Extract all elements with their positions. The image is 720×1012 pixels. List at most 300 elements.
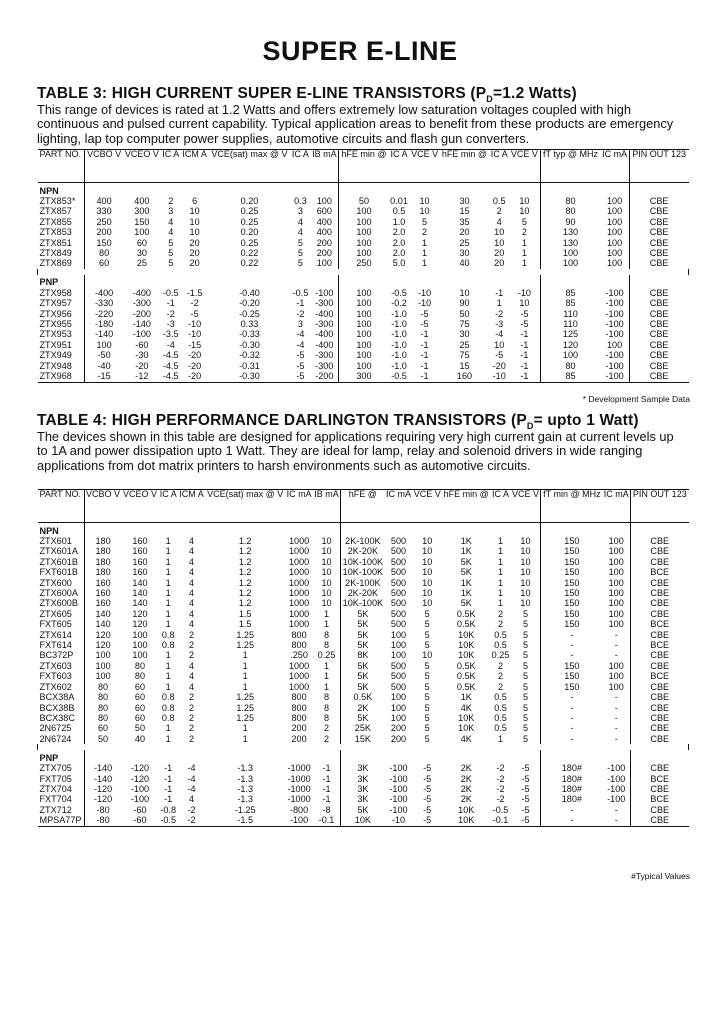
table-row bbox=[38, 196, 689, 206]
table-cell: -2 bbox=[190, 298, 199, 309]
column-header: IC mA bbox=[603, 489, 629, 499]
column-header: IC A bbox=[159, 489, 177, 499]
table-cell: -4.5 bbox=[162, 371, 179, 382]
table-cell: 100 bbox=[356, 360, 372, 371]
group-row-empty-cell bbox=[511, 523, 541, 537]
table-row bbox=[38, 723, 689, 733]
table-cell: 1K bbox=[460, 692, 472, 703]
table-cell: - bbox=[614, 712, 618, 723]
table-cell: 5 bbox=[511, 692, 541, 702]
group-label: NPN bbox=[38, 523, 85, 537]
table-cell: -0.33 bbox=[239, 329, 260, 340]
table-cell: 500 bbox=[390, 577, 407, 588]
table-cell: 5K bbox=[460, 556, 472, 567]
table-cell: 100 bbox=[96, 339, 112, 350]
table-cell: 2 bbox=[188, 650, 195, 661]
part-number: ZTX857 bbox=[38, 206, 85, 216]
table-cell: 1.2 bbox=[238, 556, 252, 567]
table-cell: 3 bbox=[168, 206, 174, 217]
table-cell: -140 bbox=[95, 329, 114, 340]
table-row bbox=[38, 815, 689, 826]
part-number: ZTX602 bbox=[38, 682, 85, 692]
table-cell: 100 bbox=[356, 298, 372, 309]
table-cell: CBE bbox=[631, 815, 689, 826]
table-cell: -5 bbox=[420, 319, 429, 330]
table-cell: -4 bbox=[166, 339, 175, 350]
table-cell: 5 bbox=[511, 713, 541, 723]
column-header: IB mA bbox=[310, 150, 338, 183]
table-cell: CBE bbox=[629, 350, 688, 360]
table-cell: CBE bbox=[631, 713, 689, 723]
table-cell: 110 bbox=[563, 319, 578, 330]
column-header: PIN OUT 123 bbox=[631, 490, 689, 523]
table-cell: CBE bbox=[631, 784, 689, 794]
table-cell: 800 bbox=[291, 692, 307, 703]
table-cell: 5 bbox=[509, 217, 540, 227]
table-cell: -10 bbox=[188, 329, 202, 340]
table-cell: 150 bbox=[564, 536, 580, 546]
group-label: PNP bbox=[38, 750, 85, 763]
table-cell: 100 bbox=[608, 536, 624, 546]
table-cell: CBE bbox=[629, 298, 688, 308]
table-cell: -140 bbox=[93, 773, 113, 784]
table-cell: -1 bbox=[166, 298, 175, 309]
table-cell: 10 bbox=[422, 556, 433, 567]
table-cell: -1 bbox=[420, 350, 429, 361]
table-cell: 500 bbox=[390, 567, 407, 578]
table-cell: 4 bbox=[297, 216, 303, 227]
table-cell: 1 bbox=[242, 671, 248, 682]
table-cell: 140 bbox=[132, 577, 148, 588]
table-cell: 80 bbox=[565, 206, 576, 217]
table-cell: 25K bbox=[354, 723, 371, 734]
table-cell: 3 bbox=[297, 319, 303, 330]
table-cell: -0.1 bbox=[313, 815, 341, 826]
table-cell: CBE bbox=[629, 371, 688, 382]
table-cell: 200 bbox=[310, 238, 338, 248]
table-cell: 1.25 bbox=[236, 692, 255, 703]
table-cell: -100 bbox=[389, 783, 408, 794]
table-cell: -40 bbox=[97, 360, 111, 371]
table-cell: -1.0 bbox=[391, 360, 407, 371]
table-cell: 1 bbox=[509, 248, 540, 258]
group-row bbox=[38, 275, 689, 288]
table-cell: 100 bbox=[608, 660, 624, 671]
table-cell: 100 bbox=[390, 692, 407, 703]
table-cell: 100 bbox=[356, 237, 372, 248]
table-cell: 10K-100K bbox=[342, 598, 384, 609]
table-cell: 5 bbox=[424, 692, 430, 703]
table-cell: -1 bbox=[296, 298, 305, 309]
table-cell: 60 bbox=[134, 712, 146, 723]
table-cell: 5K bbox=[357, 608, 369, 619]
table-cell: -100 bbox=[607, 794, 626, 805]
table-cell: 4 bbox=[496, 216, 502, 227]
table-cell: 1 bbox=[497, 577, 504, 588]
table-cell: 1000 bbox=[288, 567, 310, 578]
table-row bbox=[38, 640, 689, 650]
table-cell: 10 bbox=[509, 298, 540, 308]
table-cell: -5 bbox=[420, 308, 429, 319]
table-cell: CBE bbox=[629, 196, 688, 206]
table-cell: 3K bbox=[357, 773, 369, 784]
table-cell: 200 bbox=[390, 723, 407, 734]
table-cell: 1.25 bbox=[236, 712, 255, 723]
table-cell: -5 bbox=[190, 308, 199, 319]
table-cell: 500 bbox=[390, 598, 407, 609]
table-cell: -0.5 bbox=[292, 287, 309, 298]
table-cell: 130 bbox=[562, 227, 579, 238]
group-row-empty-cell bbox=[389, 183, 410, 197]
table-cell: 100 bbox=[95, 650, 111, 661]
group-row-empty-cell bbox=[540, 183, 600, 197]
group-row-empty-cell bbox=[313, 750, 341, 763]
table-cell: 2 bbox=[188, 640, 195, 651]
table-cell: 5 bbox=[297, 237, 303, 248]
table-cell: - bbox=[570, 712, 574, 723]
table-cell: 100 bbox=[390, 629, 407, 640]
table-cell: -300 bbox=[310, 298, 338, 308]
table-cell: -5 bbox=[423, 763, 432, 774]
table-cell: 5 bbox=[424, 723, 430, 734]
group-row-empty-cell bbox=[285, 523, 313, 537]
table-cell: 140 bbox=[95, 608, 111, 619]
table-cell: 1 bbox=[165, 588, 171, 599]
table-cell: - bbox=[570, 629, 574, 640]
table-cell: -1 bbox=[164, 783, 173, 794]
table-cell: -5 bbox=[423, 783, 432, 794]
table-cell: - bbox=[614, 723, 618, 734]
table-cell: 10 bbox=[511, 567, 541, 577]
column-header: hFE min @ bbox=[441, 149, 488, 159]
table-cell: 20 bbox=[189, 237, 200, 248]
table-cell: 50 bbox=[358, 196, 370, 206]
column-header: VCE(sat) max @ V bbox=[211, 149, 288, 159]
table-cell: -1000 bbox=[287, 783, 311, 794]
table-cell: 160 bbox=[132, 546, 148, 557]
table-cell: -1 bbox=[420, 339, 429, 350]
table-cell: 1 bbox=[242, 681, 248, 692]
table-cell: -100 bbox=[605, 308, 624, 319]
table-cell: - bbox=[614, 650, 618, 661]
column-header: VCE(sat) max @ V bbox=[207, 489, 284, 499]
table-cell: 160 bbox=[95, 577, 111, 588]
table-cell: -10 bbox=[391, 815, 406, 826]
table-cell: -100 bbox=[605, 350, 624, 361]
table-cell: 180 bbox=[95, 556, 111, 567]
table-cell: 1 bbox=[165, 536, 171, 546]
table-cell: 1 bbox=[313, 682, 341, 692]
table-cell: 180# bbox=[561, 763, 582, 774]
table-cell: 4 bbox=[188, 577, 195, 588]
table-cell: -5 bbox=[423, 773, 432, 784]
table-cell: 150 bbox=[564, 546, 580, 557]
table-cell: 2K bbox=[460, 773, 472, 784]
table-cell: 0.01 bbox=[390, 196, 408, 206]
table-cell: 100 bbox=[608, 681, 624, 692]
table-cell: -200 bbox=[310, 371, 338, 382]
table-cell: 200 bbox=[390, 733, 407, 744]
table-cell: 100 bbox=[562, 248, 579, 259]
table-cell: -140 bbox=[132, 319, 151, 330]
table-cell: -5 bbox=[423, 794, 432, 805]
column-header: VCEO V bbox=[122, 489, 157, 499]
table-cell: - bbox=[614, 702, 618, 713]
table-cell: -10 bbox=[417, 287, 432, 298]
table-cell: 8 bbox=[313, 640, 341, 650]
table-cell: 2 bbox=[497, 608, 504, 619]
table-row bbox=[38, 578, 689, 588]
table-cell: 1 bbox=[313, 609, 341, 619]
table-cell: 500 bbox=[390, 671, 407, 682]
table-cell: 1 bbox=[509, 238, 540, 248]
table-cell: 2 bbox=[188, 692, 195, 703]
table-cell: -2 bbox=[187, 804, 196, 815]
table-cell: 6 bbox=[192, 196, 198, 206]
table-cell: 0.5K bbox=[353, 692, 373, 703]
table-row bbox=[38, 671, 689, 681]
header-row bbox=[38, 150, 689, 183]
table-cell: 500 bbox=[390, 536, 407, 546]
group-row-empty-cell bbox=[442, 750, 490, 763]
table-cell: -300 bbox=[310, 350, 338, 360]
table-cell: 100 bbox=[606, 216, 623, 227]
table-cell: 10 bbox=[419, 206, 430, 217]
table-cell: 1 bbox=[165, 567, 171, 578]
table-cell: -100 bbox=[607, 763, 626, 774]
table-cell: CBE bbox=[629, 340, 688, 350]
table-cell: 8K bbox=[357, 650, 369, 661]
table-cell: 10 bbox=[494, 339, 505, 350]
table-cell: -15 bbox=[188, 339, 202, 350]
column-header: VCE V bbox=[413, 489, 441, 499]
table-cell: -4 bbox=[187, 763, 196, 774]
table-cell: -1.0 bbox=[391, 308, 407, 319]
group-row-empty-cell bbox=[84, 523, 121, 537]
table-cell: 10 bbox=[511, 598, 541, 608]
table-cell: 5 bbox=[168, 248, 174, 259]
table-cell: - bbox=[614, 733, 618, 744]
table-cell: -1 bbox=[164, 763, 173, 774]
table-cell: CBE bbox=[631, 763, 689, 773]
table-cell: 80 bbox=[99, 248, 110, 259]
table-cell: 2.0 bbox=[392, 227, 406, 238]
table-cell: 80 bbox=[98, 681, 109, 692]
table-cell: 10 bbox=[422, 536, 433, 546]
table-cell: 4 bbox=[188, 536, 195, 546]
table-cell: -140 bbox=[93, 763, 113, 774]
table-cell: 160 bbox=[456, 371, 473, 382]
group-row-empty-cell bbox=[509, 275, 540, 288]
table-cell: -400 bbox=[310, 309, 338, 319]
table-cell: 4 bbox=[188, 567, 195, 578]
part-number: ZTX712 bbox=[38, 805, 85, 815]
table-cell: 2 bbox=[313, 723, 341, 733]
table-cell: BCE bbox=[631, 640, 689, 650]
table-cell: -0.25 bbox=[239, 308, 260, 319]
table-cell: -5 bbox=[296, 360, 305, 371]
table-cell: -5 bbox=[511, 774, 541, 784]
table-cell: 300 bbox=[134, 206, 150, 217]
table-cell: 150 bbox=[564, 608, 580, 619]
table-cell: 50 bbox=[98, 733, 109, 744]
table4 bbox=[37, 489, 689, 827]
table-cell: -1 bbox=[313, 763, 341, 773]
table-row bbox=[38, 713, 689, 723]
table-cell: 2 bbox=[497, 660, 504, 671]
table-cell: 0.8 bbox=[161, 702, 175, 713]
group-row-empty-cell bbox=[629, 275, 688, 288]
table-cell: -100 bbox=[132, 329, 151, 340]
table-cell: -10 bbox=[509, 288, 540, 298]
table-cell: 0.33 bbox=[240, 319, 259, 330]
group-row-empty-cell bbox=[310, 183, 338, 197]
table-cell: -100 bbox=[605, 371, 624, 382]
table-cell: 0.5 bbox=[392, 206, 406, 217]
part-number: ZTX600B bbox=[38, 598, 85, 608]
table-cell: 120 bbox=[132, 608, 148, 619]
table-cell: CBE bbox=[629, 329, 688, 339]
table-cell: -50 bbox=[97, 350, 111, 361]
table-cell: -200 bbox=[132, 308, 151, 319]
table-cell: -100 bbox=[605, 287, 624, 298]
table-cell: -1 bbox=[509, 350, 540, 360]
table-cell: CBE bbox=[629, 288, 688, 298]
part-number: ZTX948 bbox=[38, 361, 85, 371]
table-cell: 1000 bbox=[288, 536, 310, 546]
table-cell: - bbox=[570, 815, 574, 826]
table-cell: 1 bbox=[165, 650, 171, 661]
table-cell: 15 bbox=[459, 206, 470, 217]
table-cell: 60 bbox=[98, 723, 109, 734]
table-cell: 2 bbox=[496, 206, 502, 217]
group-row-empty-cell bbox=[440, 275, 489, 288]
table-cell: 10K bbox=[458, 815, 475, 826]
table-cell: 2 bbox=[188, 702, 195, 713]
table-cell: 0.3 bbox=[294, 196, 307, 206]
table-cell: 10 bbox=[511, 557, 541, 567]
table-cell: CBE bbox=[631, 588, 689, 598]
part-number: ZTX600 bbox=[38, 578, 85, 588]
table-cell: -2 bbox=[187, 815, 196, 826]
table-cell: 10 bbox=[313, 557, 341, 567]
table-cell: 30 bbox=[459, 329, 470, 340]
table-cell: -100 bbox=[605, 319, 624, 330]
table-cell: -1.5 bbox=[186, 287, 203, 298]
table-cell: 100 bbox=[356, 350, 372, 361]
table-cell: 20 bbox=[459, 227, 470, 238]
table-cell: 0.5 bbox=[494, 712, 507, 723]
table-cell: -120 bbox=[93, 794, 113, 805]
table-cell: -1.3 bbox=[237, 783, 253, 794]
table-cell: 85 bbox=[565, 298, 576, 309]
group-row-empty-cell bbox=[602, 523, 630, 537]
table-cell: 10 bbox=[422, 546, 433, 557]
part-number: ZTX869 bbox=[38, 258, 85, 268]
group-row-empty-cell bbox=[509, 183, 540, 197]
table-cell: -20 bbox=[492, 360, 506, 371]
table-cell: 25 bbox=[136, 258, 147, 269]
table-cell: 0.25 bbox=[491, 650, 510, 661]
group-row-empty-cell bbox=[339, 275, 389, 288]
table-cell: 1K bbox=[460, 577, 472, 588]
table-cell: 150 bbox=[564, 660, 580, 671]
group-row-empty-cell bbox=[540, 275, 600, 288]
table-cell: 100 bbox=[356, 308, 372, 319]
table-cell: 140 bbox=[95, 619, 111, 630]
group-row-empty-cell bbox=[158, 750, 177, 763]
table-cell: -100 bbox=[130, 794, 150, 805]
part-number: FXT605 bbox=[38, 619, 85, 629]
table-cell: 5K bbox=[460, 598, 472, 609]
table-cell: BCE bbox=[631, 671, 689, 681]
table3-heading-end: =1.2 Watts) bbox=[492, 85, 577, 102]
table-row bbox=[38, 774, 689, 784]
part-number: ZTX956 bbox=[38, 309, 85, 319]
part-number: FXT603 bbox=[38, 671, 85, 681]
table-cell: 20 bbox=[189, 258, 200, 269]
table-cell: 5K bbox=[357, 660, 369, 671]
table-cell: 10 bbox=[419, 196, 430, 206]
table-cell: 100 bbox=[390, 712, 407, 723]
table-cell: -10 bbox=[188, 319, 202, 330]
table-cell: 8 bbox=[313, 703, 341, 713]
table-cell: -100 bbox=[389, 763, 408, 774]
table-cell: -2 bbox=[166, 308, 175, 319]
table-cell: 5 bbox=[424, 608, 430, 619]
table4-heading-sub: D bbox=[526, 421, 534, 432]
table-cell: -5 bbox=[511, 763, 541, 773]
table-cell: 800 bbox=[291, 629, 307, 640]
table-row bbox=[38, 288, 689, 298]
table-cell: 10 bbox=[422, 567, 433, 578]
table-cell: 10K bbox=[458, 640, 475, 651]
table-cell: -4 bbox=[187, 783, 196, 794]
table-cell: 100 bbox=[606, 206, 623, 217]
table-cell: 100 bbox=[390, 640, 407, 651]
part-number: 2N6725 bbox=[38, 723, 85, 733]
table-cell: -100 bbox=[389, 773, 408, 784]
table-cell: 100 bbox=[95, 660, 111, 671]
group-row-empty-cell bbox=[631, 750, 689, 763]
table-cell: 25 bbox=[459, 339, 470, 350]
table-cell: 0.20 bbox=[240, 196, 259, 206]
table-cell: -1 bbox=[509, 340, 540, 350]
group-row-empty-cell bbox=[290, 183, 310, 197]
table-cell: 15K bbox=[354, 733, 371, 744]
table-cell: 1000 bbox=[288, 577, 310, 588]
table-cell: 400 bbox=[310, 217, 338, 227]
table-cell: 1 bbox=[313, 619, 341, 629]
table-row bbox=[38, 609, 689, 619]
table-cell: 1 bbox=[422, 258, 428, 269]
table-cell: 2 bbox=[422, 227, 428, 238]
group-row-empty-cell bbox=[490, 750, 510, 763]
table-cell: 800 bbox=[291, 712, 307, 723]
table-cell: 10 bbox=[189, 216, 200, 227]
column-header: PART NO. bbox=[38, 490, 85, 523]
table-cell: -120 bbox=[93, 783, 113, 794]
table-cell: 2K bbox=[460, 783, 472, 794]
group-row bbox=[38, 750, 689, 763]
table-cell: 500 bbox=[390, 681, 407, 692]
table-cell: 10 bbox=[313, 598, 341, 608]
table-cell: -60 bbox=[133, 804, 147, 815]
group-row-empty-cell bbox=[602, 750, 630, 763]
table-cell: 1.5 bbox=[238, 608, 252, 619]
table-cell: 0.8 bbox=[161, 629, 175, 640]
table-cell: 5 bbox=[297, 258, 303, 269]
